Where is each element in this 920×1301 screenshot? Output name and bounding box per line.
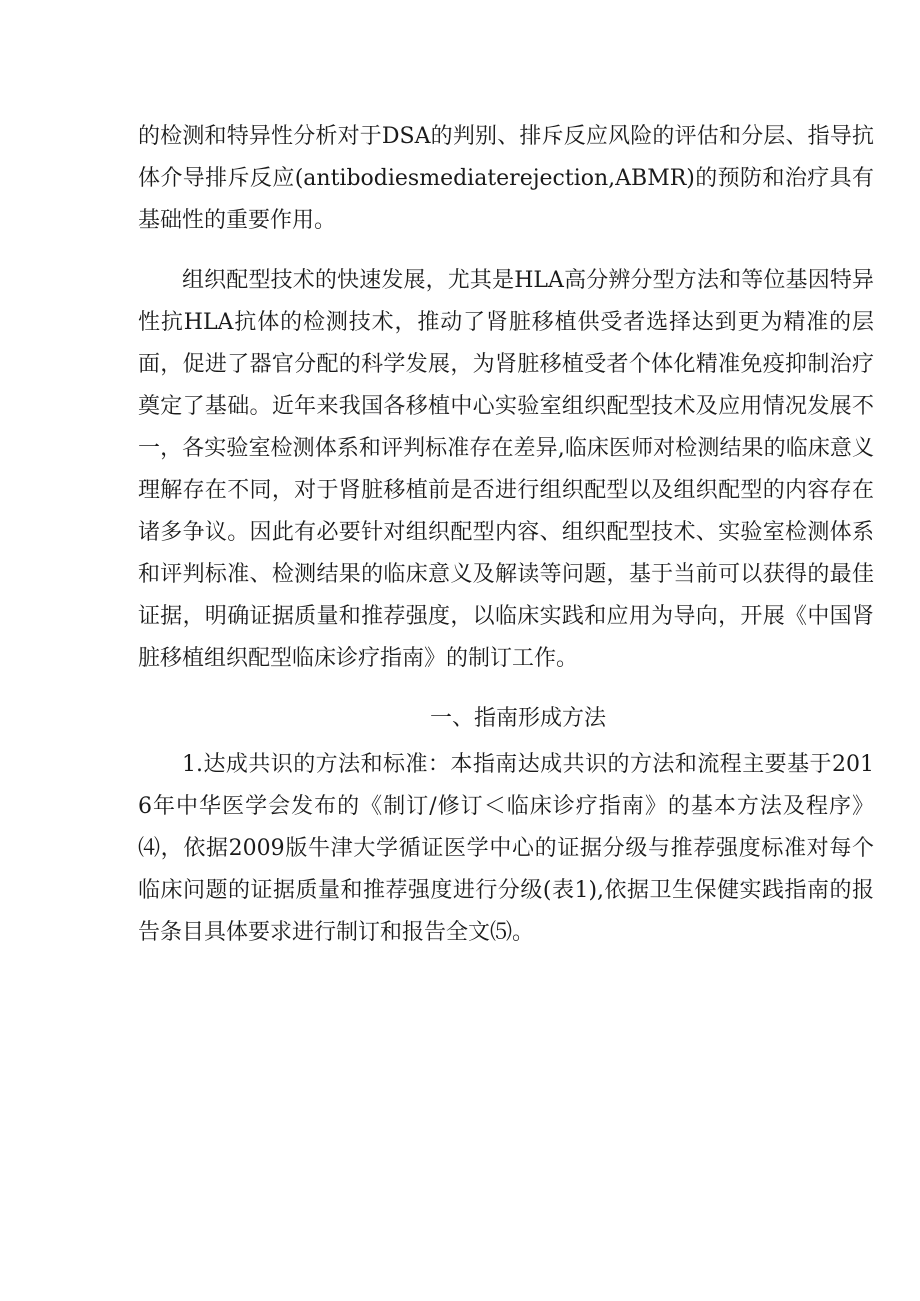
document-body — [138, 116, 874, 972]
paragraph-consensus-method: 1.达成共识的方法和标准：本指南达成共识的方法和流程主要基于2016年中华医学会发布的《制订/修订＜临床诊疗指南》的基本方法及程序》⑷，依据2009版牛津大学循证医学中心的证据分级与推荐强度标准对每个临床问题的证据质量和推荐强度进行分级(表1),依据卫生保健实践指南的报告条目具体要求进行制订和报告全文⑸。 — [138, 752, 874, 945]
paragraph-tissue-typing: 组织配型技术的快速发展，尤其是HLA高分辨分型方法和等位基因特异性抗HLA抗体的检测技术，推动了肾脏移植供受者选择达到更为精准的层面，促进了器官分配的科学发展，为肾脏移植受者个体化精准免疫抑制治疗奠定了基础。近年来我国各移植中心实验室组织配型技术及应用情况发展不一，各实验室检测体系和评判标准存在差异,临床医师对检测结果的临床意义理解存在不同，对于肾脏移植前是否进行组织配型以及组织配型的内容存在诸多争议。因此有必要针对组织配型内容、组织配型技术、实验室检测体系和评判标准、检测结果的临床意义及解读等问题，基于当前可以获得的最佳证据，明确证据质量和推荐强度，以临床实践和应用为导向，开展《中国肾脏移植组织配型临床诊疗指南》的制订工作。 — [138, 268, 874, 671]
paragraph-continuation: 的检测和特异性分析对于DSA的判别、排斥反应风险的评估和分层、指导抗体介导排斥反应(antibodiesmediaterejection,ABMR)的预防和治疗具有基础性的重要作用。 — [138, 124, 874, 233]
section-heading: 一、指南形成方法 — [429, 706, 606, 731]
